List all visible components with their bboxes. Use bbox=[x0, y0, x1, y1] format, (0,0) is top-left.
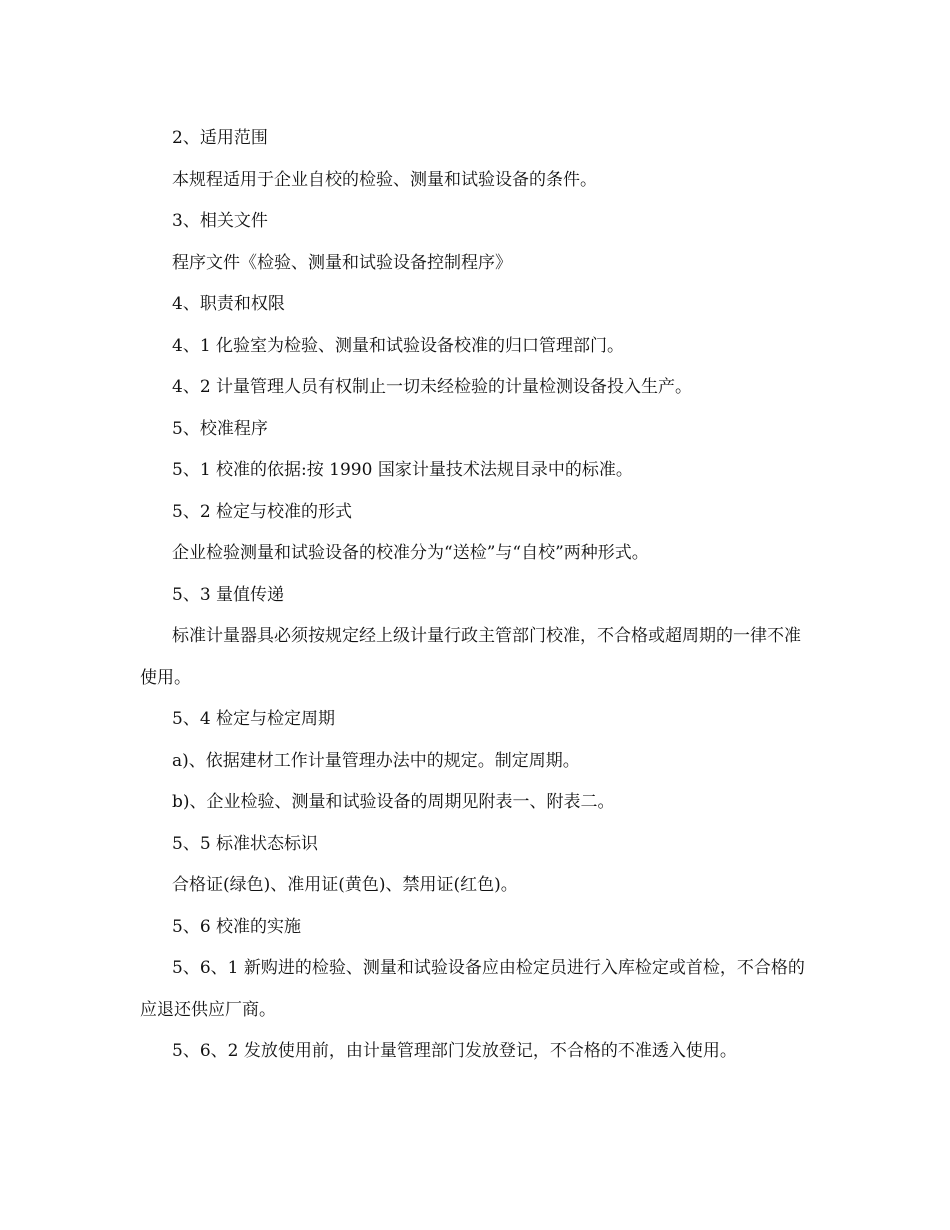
section-heading-calibration-procedure: 5、校准程序 bbox=[172, 418, 268, 439]
paragraph-5-5: 合格证(绿色)、准用证(黄色)、禁用证(红色)。 bbox=[172, 875, 518, 895]
subheading-5-5: 5、5 标准状态标识 bbox=[172, 833, 319, 854]
paragraph-5-2: 企业检验测量和试验设备的校准分为“送检”与“自校”两种形式。 bbox=[172, 543, 649, 563]
subheading-5-6: 5、6 校准的实施 bbox=[172, 916, 302, 937]
paragraph-related-docs: 程序文件《检验、测量和试验设备控制程序》 bbox=[172, 252, 512, 273]
paragraph-5-4-b: b)、企业检验、测量和试验设备的周期见附表一、附表二。 bbox=[172, 792, 615, 812]
section-heading-responsibilities: 4、职责和权限 bbox=[172, 294, 285, 314]
paragraph-5-6-2: 5、6、2 发放使用前，由计量管理部门发放登记，不合格的不准透入使用。 bbox=[172, 1041, 737, 1061]
paragraph-4-2: 4、2 计量管理人员有权制止一切未经检验的计量检测设备投入生产。 bbox=[172, 377, 693, 397]
document-body bbox=[140, 118, 805, 1073]
section-heading-scope: 2、适用范围 bbox=[172, 128, 268, 148]
paragraph-5-3: 标准计量器具必须按规定经上级计量行政主管部门校准，不合格或超周期的一律不准使用。 bbox=[140, 626, 801, 688]
subheading-5-3: 5、3 量值传递 bbox=[172, 584, 285, 605]
subheading-5-4: 5、4 检定与检定周期 bbox=[172, 709, 336, 729]
paragraph-5-1: 5、1 校准的依据:按 1990 国家计量技术法规目录中的标准。 bbox=[172, 460, 633, 480]
paragraph-scope: 本规程适用于企业自校的检验、测量和试验设备的条件。 bbox=[172, 169, 597, 190]
paragraph-4-1: 4、1 化验室为检验、测量和试验设备校准的归口管理部门。 bbox=[172, 335, 625, 356]
paragraph-5-4-a: a)、依据建材工作计量管理办法中的规定。制定周期。 bbox=[172, 750, 580, 771]
subheading-5-2: 5、2 检定与校准的形式 bbox=[172, 501, 353, 522]
section-heading-related-docs: 3、相关文件 bbox=[172, 211, 268, 231]
paragraph-5-6-1: 5、6、1 新购进的检验、测量和试验设备应由检定员进行入库检定或首检，不合格的应退还供应厂商。 bbox=[140, 958, 805, 1020]
